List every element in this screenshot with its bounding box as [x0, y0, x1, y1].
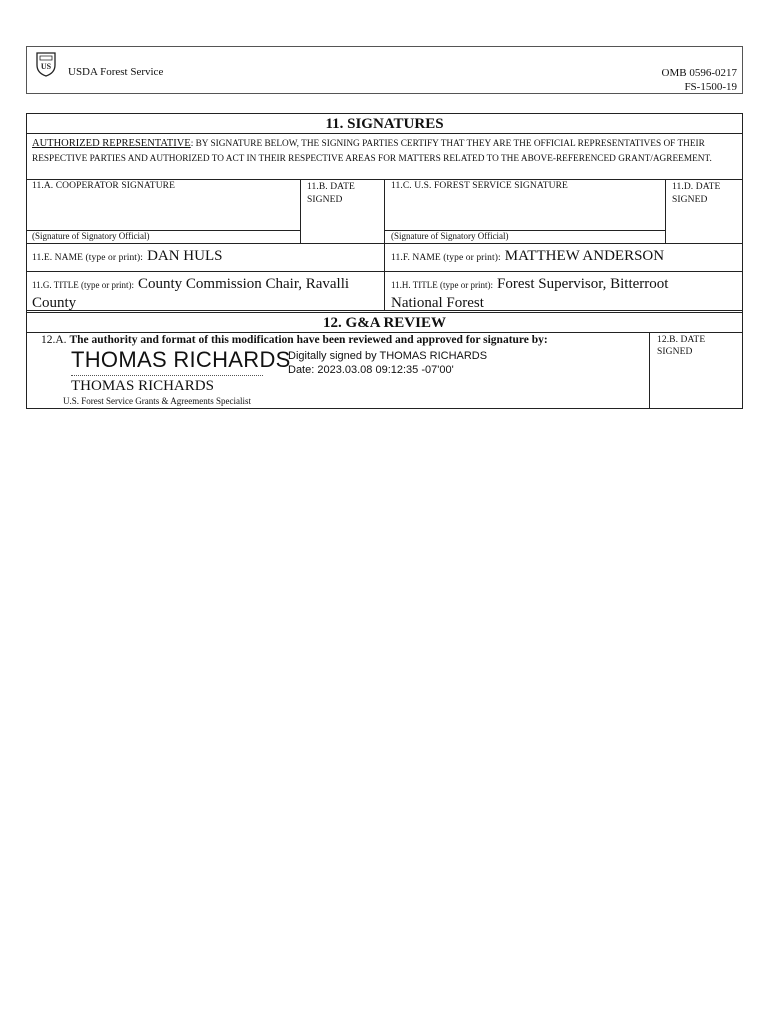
signature-caption-right: (Signature of Signatory Official) — [391, 231, 509, 241]
authorized-representative-statement — [32, 136, 737, 167]
form-number: FS-1500-19 — [684, 81, 737, 93]
forest-service-signature-field[interactable] — [387, 201, 662, 229]
cooperator-title-value-line2: County — [32, 295, 77, 311]
reviewer-position: U.S. Forest Service Grants & Agreements Specialist — [63, 396, 251, 406]
digital-signature-line2: Date: 2023.03.08 09:12:35 -07'00' — [288, 364, 454, 376]
cooperator-title — [32, 275, 380, 312]
authorized-representative-text: : BY SIGNATURE BELOW, THE SIGNING PARTIES CERTIFY THAT THEY ARE THE OFFICIAL REPRESENTATIVES OF THEIR RESPECTIVE PARTIES AND AUTHORIZED TO ACT IN THEIR RESPECTIVE AREAS FOR MATTERS RELATED TO THE ABOVE-REFERENCED GRANT/AGREEMENT. — [32, 139, 712, 164]
form-identifiers — [662, 66, 737, 94]
form-header — [26, 46, 743, 94]
cooperator-title-value-line1: County Commission Chair, Ravalli — [137, 276, 350, 292]
review-section-title: 12. G&A REVIEW — [323, 315, 446, 331]
signatures-section-title: 11. SIGNATURES — [325, 116, 444, 132]
agency-name: USDA Forest Service — [68, 66, 164, 78]
forest-service-title — [391, 275, 736, 312]
svg-text:US: US — [40, 62, 52, 71]
omb-number: OMB 0596-0217 — [661, 67, 737, 79]
review-approval-statement — [41, 334, 548, 346]
review-item-label: 12.A. — [41, 334, 67, 346]
reviewer-printed-name: THOMAS RICHARDS — [71, 378, 214, 394]
forest-service-signature-label: 11.C. U.S. FOREST SERVICE SIGNATURE — [391, 181, 568, 191]
forest-service-title-value-line1: Forest Supervisor, Bitterroot — [496, 276, 669, 292]
cooperator-name-label: 11.E. NAME (type or print): — [32, 253, 144, 263]
forest-service-name-value: MATTHEW ANDERSON — [504, 248, 665, 264]
date-signed-label-b: 11.B. DATE SIGNED — [307, 182, 355, 205]
authorized-representative-lead: AUTHORIZED REPRESENTATIVE — [32, 138, 191, 149]
cooperator-signature-label: 11.A. COOPERATOR SIGNATURE — [32, 181, 176, 191]
cooperator-signature-field[interactable] — [30, 201, 298, 229]
forest-service-title-label: 11.H. TITLE (type or print): — [391, 280, 493, 290]
forest-service-name-label: 11.F. NAME (type or print): — [391, 253, 501, 263]
cooperator-name — [32, 247, 222, 265]
digital-signature-line1: Digitally signed by THOMAS RICHARDS — [288, 350, 488, 362]
digital-signature-name: THOMAS RICHARDS — [71, 347, 291, 372]
review-approval-text: The authority and format of this modification have been reviewed and approved for signature by: — [69, 334, 548, 346]
review-date-signed-label: 12.B. DATE SIGNED — [657, 335, 706, 357]
date-signed-field-d[interactable] — [668, 206, 740, 240]
date-signed-field-b[interactable] — [303, 206, 381, 240]
forest-service-name — [391, 247, 664, 265]
usda-forest-service-shield-icon — [35, 51, 57, 77]
forest-service-title-value-line2: National Forest — [391, 295, 484, 311]
signature-form — [26, 113, 743, 409]
digital-signature-details — [288, 349, 487, 377]
signature-caption-left: (Signature of Signatory Official) — [32, 231, 150, 241]
cooperator-title-label: 11.G. TITLE (type or print): — [32, 280, 134, 290]
date-signed-label-d: 11.D. DATE SIGNED — [672, 182, 721, 205]
cooperator-name-value: DAN HULS — [147, 248, 223, 264]
